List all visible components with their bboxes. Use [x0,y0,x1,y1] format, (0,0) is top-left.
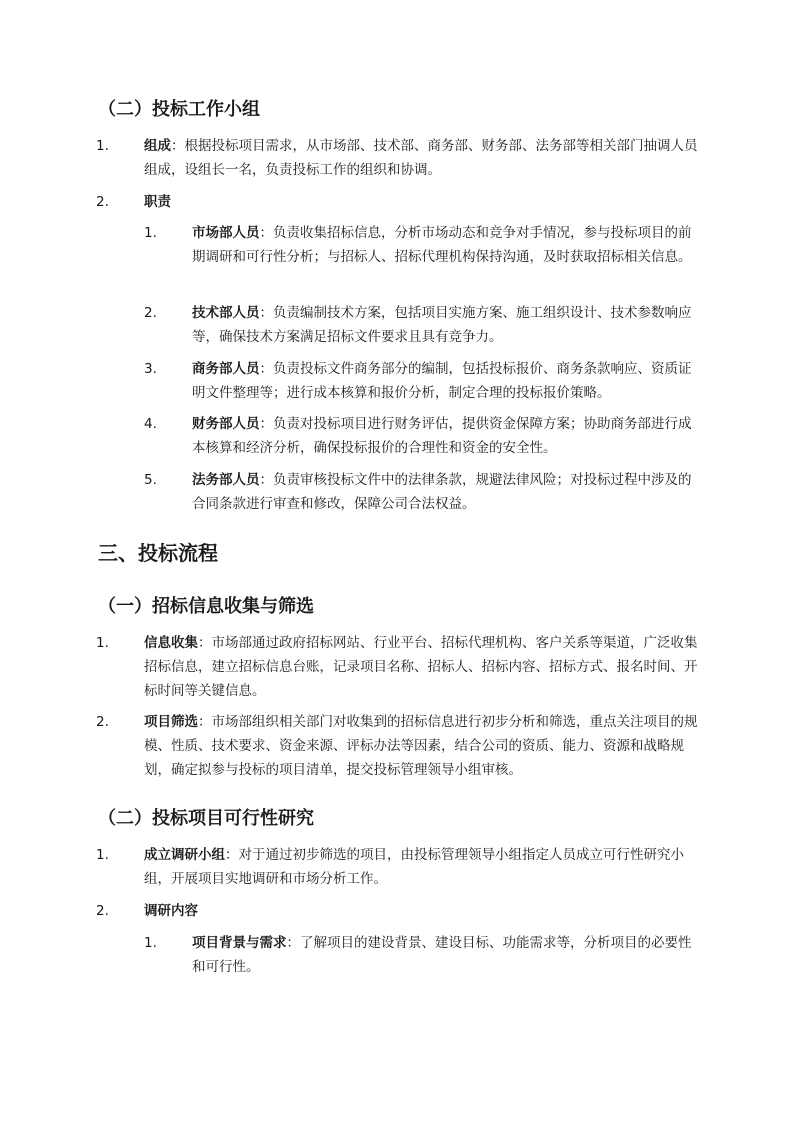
item-text: ：了解项目的建设背景、建设目标、功能需求等，分析项目的必要性和可行性。 [192,935,692,975]
list-number: 5. [144,472,157,488]
list-number: 2. [96,903,109,919]
item-label: 组成 [144,138,171,154]
list-number: 4. [144,416,157,432]
list-item-project-screening [96,710,704,782]
list-item-research-team [96,843,704,891]
item-text: ：根据投标项目需求，从市场部、技术部、商务部、财务部、法务部等相关部门抽调人员组成，设组长一名，负责投标工作的组织和协调。 [144,138,698,178]
list-item-research-content [96,899,704,923]
item-text: ：负责对投标项目进行财务评估，提供资金保障方案；协助商务部进行成本核算和经济分析，确保投标报价的合理性和资金的安全性。 [192,416,692,456]
list-number: 1. [144,935,157,951]
list-number: 1. [96,635,109,651]
list-number: 2. [96,714,109,730]
item-text: ：负责审核投标文件中的法律条款，规避法律风险；对投标过程中涉及的合同条款进行审查和修改，保障公司合法权益。 [192,472,692,512]
list-item-duties [96,190,704,214]
duty-item-legal [144,468,704,516]
duty-item-finance [144,412,704,460]
item-text: ：市场部组织相关部门对收集到的招标信息进行初步分析和筛选，重点关注项目的规模、性质、技术要求、资金来源、评标办法等因素，结合公司的资质、能力、资源和战略规划，确定拟参与投标的项目清单，提交投标管理领导小组审核。 [144,714,698,778]
list-number: 1. [96,847,109,863]
item-text: ：对于通过初步筛选的项目，由投标管理领导小组指定人员成立可行性研究小组，开展项目实地调研和市场分析工作。 [144,847,684,887]
item-label: 调研内容 [144,903,198,919]
item-text: ：负责投标文件商务部分的编制，包括投标报价、商务条款响应、资质证明文件整理等；进行成本核算和报价分析，制定合理的投标报价策略。 [192,361,692,401]
list-number: 1. [96,138,109,154]
duty-item-business [144,357,704,405]
item-text: ：市场部通过政府招标网站、行业平台、招标代理机构、客户关系等渠道，广泛收集招标信息，建立招标信息台账，记录项目名称、招标人、招标内容、招标方式、报名时间、开标时间等关键信息。 [144,635,698,699]
list-number: 2. [96,194,109,210]
item-text: ：负责收集招标信息，分析市场动态和竞争对手情况，参与投标项目的前期调研和可行性分析；与招标人、招标代理机构保持沟通，及时获取招标相关信息。 [192,225,692,265]
duty-item-market [144,221,704,269]
item-label: 商务部人员 [192,361,260,377]
item-label: 项目背景与需求 [192,935,287,951]
list-number: 2. [144,305,157,321]
section-heading-feasibility: （二）投标项目可行性研究 [98,808,314,829]
duty-item-tech [144,301,704,349]
section-heading-bid-process: 三、投标流程 [98,541,218,565]
list-number: 3. [144,361,157,377]
item-label: 项目筛选 [144,714,198,730]
section-heading-info-collection: （一）招标信息收集与筛选 [98,596,314,617]
section-heading-bid-team: （二）投标工作小组 [98,99,260,120]
list-item-info-collection [96,631,704,703]
list-number: 1. [144,225,157,241]
item-label: 法务部人员 [192,472,260,488]
item-label: 职责 [144,194,171,210]
item-text: ：负责编制技术方案，包括项目实施方案、施工组织设计、技术参数响应等，确保技术方案满足招标文件要求且具有竞争力。 [192,305,692,345]
list-item-composition [96,134,704,182]
item-label: 财务部人员 [192,416,260,432]
item-label: 技术部人员 [192,305,260,321]
item-label: 成立调研小组 [144,847,225,863]
item-label: 市场部人员 [192,225,260,241]
research-item-background [144,931,704,979]
item-label: 信息收集 [144,635,198,651]
